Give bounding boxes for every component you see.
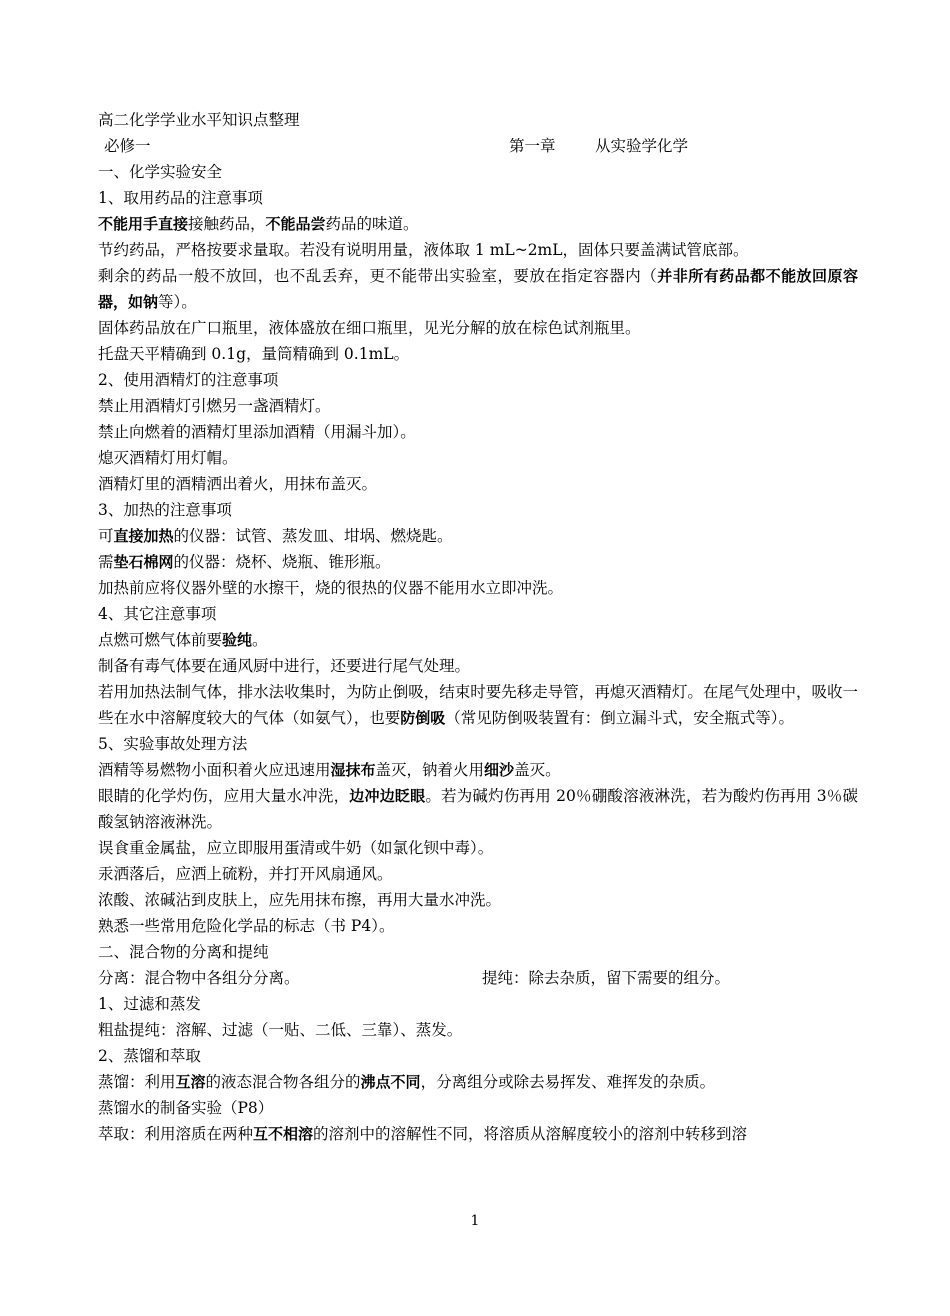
text: 蒸馏：利用	[98, 1073, 176, 1091]
paragraph	[98, 1121, 858, 1147]
text: 盖灭，钠着火用	[375, 761, 485, 779]
section-heading: 一、化学实验安全	[98, 163, 223, 181]
paragraph: 禁止用酒精灯引燃另一盏酒精灯。	[98, 397, 331, 415]
text: 可	[98, 527, 114, 545]
text: 萃取：利用溶质在两种	[98, 1125, 254, 1143]
text: 盖灭。	[514, 761, 561, 779]
subsection-heading: 2、蒸馏和萃取	[98, 1047, 201, 1065]
subsection-heading: 5、实验事故处理方法	[98, 735, 248, 753]
text: （常见防倒吸装置有：倒立漏斗式，安全瓶式等）。	[445, 709, 795, 727]
bold-text: 防倒吸	[400, 709, 446, 727]
book-label: 必修一	[104, 137, 151, 155]
text: 接触药品，	[188, 215, 266, 233]
bold-text: 湿抹布	[330, 761, 376, 779]
text: 药品的味道。	[325, 215, 419, 233]
text: 点燃可燃气体前要	[98, 631, 223, 649]
paragraph	[98, 263, 858, 315]
paragraph	[98, 523, 858, 549]
text: 的液态混合物各组分的	[205, 1073, 361, 1091]
paragraph: 固体药品放在广口瓶里，液体盛放在细口瓶里，见光分解的放在棕色试剂瓶里。	[98, 319, 641, 337]
subsection-heading: 2、使用酒精灯的注意事项	[98, 371, 279, 389]
paragraph	[98, 965, 858, 991]
subsection-heading: 3、加热的注意事项	[98, 501, 232, 519]
paragraph: 浓酸、浓碱沾到皮肤上，应先用抹布擦，再用大量水冲洗。	[98, 891, 502, 909]
bold-text: 互不相溶	[253, 1125, 314, 1143]
bold-text: 不能品尝	[265, 215, 326, 233]
paragraph: 粗盐提纯：溶解、过滤（一贴、二低、三靠）、蒸发。	[98, 1021, 463, 1039]
text: 需	[98, 553, 114, 571]
bold-text: 细沙	[484, 761, 515, 779]
paragraph: 酒精灯里的酒精洒出着火，用抹布盖灭。	[98, 475, 378, 493]
paragraph: 托盘天平精确到 0.1g，量筒精确到 0.1mL。	[98, 345, 410, 363]
bold-text: 验纯	[222, 631, 253, 649]
paragraph: 误食重金属盐，应立即服用蛋清或牛奶（如氯化钡中毒）。	[98, 839, 494, 857]
text: 的仪器：烧杯、烧瓶、锥形瓶。	[173, 553, 391, 571]
bold-text: 互溶	[175, 1073, 206, 1091]
bold-text: 直接加热	[113, 527, 174, 545]
subsection-heading: 1、过滤和蒸发	[98, 995, 201, 1013]
subsection-heading: 4、其它注意事项	[98, 605, 217, 623]
text: 的仪器：试管、蒸发皿、坩埚、燃烧匙。	[173, 527, 453, 545]
paragraph	[98, 679, 858, 731]
text: ，分离组分或除去易挥发、难挥发的杂质。	[420, 1073, 716, 1091]
paragraph: 禁止向燃着的酒精灯里添加酒精（用漏斗加）。	[98, 423, 416, 441]
paragraph: 熟悉一些常用危险化学品的标志（书 P4）。	[98, 917, 395, 935]
paragraph: 熄灭酒精灯用灯帽。	[98, 449, 238, 467]
paragraph	[98, 1069, 858, 1095]
text: 等）。	[158, 293, 197, 311]
paragraph	[98, 627, 858, 653]
page-number: 1	[470, 1213, 480, 1229]
text: 。	[252, 631, 268, 649]
paragraph: 制备有毒气体要在通风厨中进行，还要进行尾气处理。	[98, 657, 471, 675]
paragraph: 加热前应将仪器外壁的水擦干，烧的很热的仪器不能用水立即冲洗。	[98, 579, 564, 597]
paragraph	[98, 211, 858, 237]
chapter-header	[98, 133, 858, 159]
paragraph	[98, 757, 858, 783]
document-title: 高二化学学业水平知识点整理	[98, 111, 300, 129]
paragraph	[98, 549, 858, 575]
bold-text: 垫石棉网	[113, 553, 174, 571]
chapter-number: 第一章	[509, 137, 556, 155]
bold-text: 边冲边眨眼	[349, 787, 426, 805]
text: 。若为碱灼伤再用 20％硼酸溶液淋洗，若为酸灼伤再用 3％碳酸氢钠溶液淋洗。	[98, 787, 858, 831]
text: 分离：混合物中各组分分离。	[98, 969, 300, 987]
bold-text: 沸点不同	[360, 1073, 421, 1091]
text: 若用加热法制气体，排水法收集时，为防止倒吸，结束时要先移走导管，再熄灭酒精灯。在尾气处理中，吸收一些在水中溶解度较大的气体（如氨气），也要	[98, 683, 858, 727]
chapter-title: 从实验学化学	[595, 137, 689, 155]
paragraph: 汞洒落后，应洒上硫粉，并打开风扇通风。	[98, 865, 393, 883]
text: 眼睛的化学灼伤，应用大量水冲洗，	[98, 787, 350, 805]
section-heading: 二、混合物的分离和提纯	[98, 943, 269, 961]
text: 酒精等易燃物小面积着火应迅速用	[98, 761, 331, 779]
text: 剩余的药品一般不放回，也不乱丢弃，更不能带出实验室，要放在指定容器内（	[98, 267, 658, 285]
text: 提纯：除去杂质，留下需要的组分。	[482, 969, 731, 987]
subsection-heading: 1、取用药品的注意事项	[98, 189, 263, 207]
bold-text: 并非所有药品都不能放回原容器，如钠	[98, 267, 858, 311]
paragraph: 蒸馏水的制备实验（P8）	[98, 1099, 274, 1117]
paragraph	[98, 783, 858, 835]
paragraph: 节约药品，严格按要求量取。若没有说明用量，液体取 1 mL~2mL，固体只要盖满试管底部。	[98, 241, 749, 259]
text: 的溶剂中的溶解性不同，将溶质从溶解度较小的溶剂中转移到溶	[313, 1125, 748, 1143]
document-body	[98, 107, 858, 1147]
bold-text: 不能用手直接	[98, 215, 189, 233]
